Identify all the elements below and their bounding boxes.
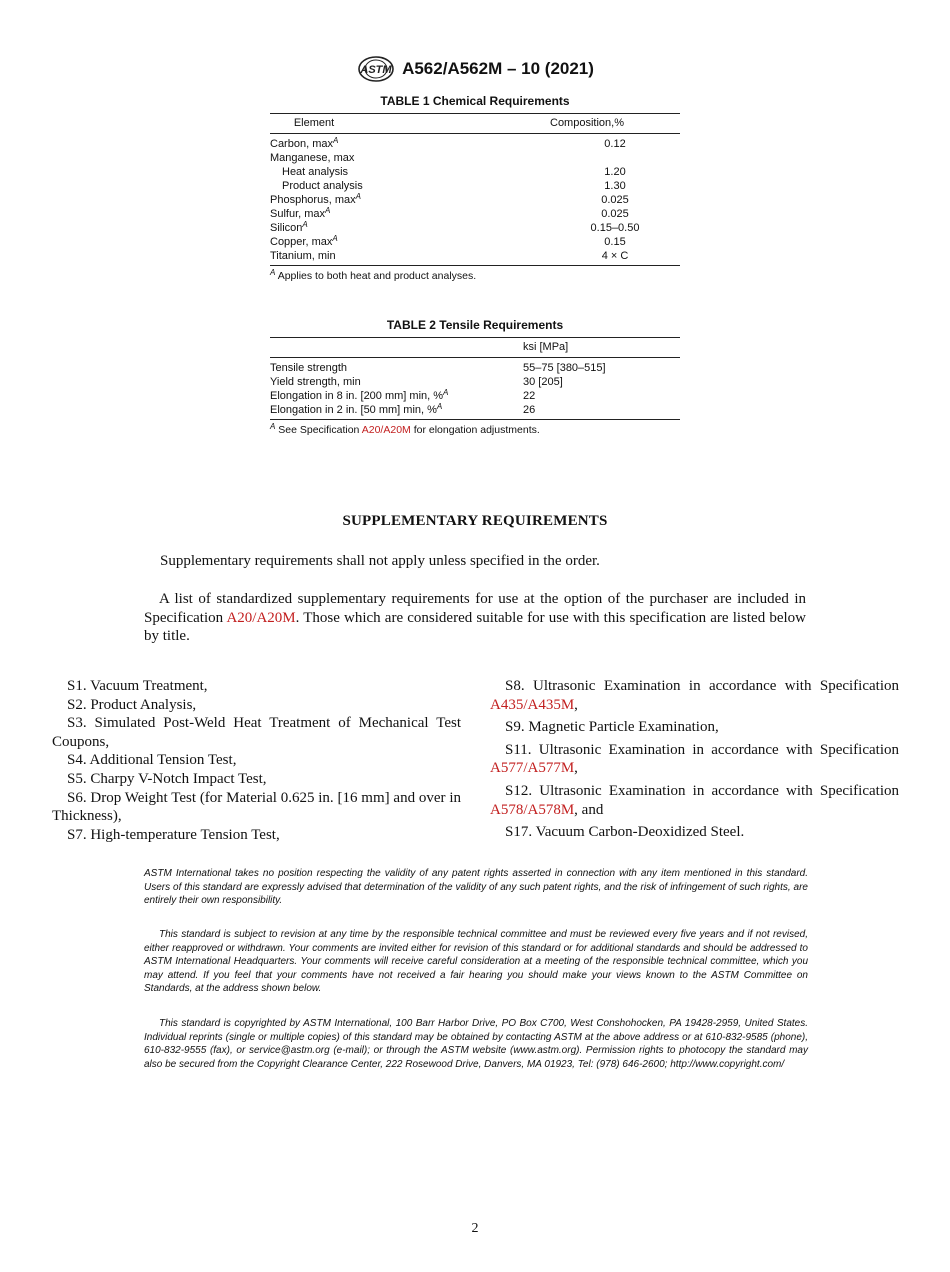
table-row (270, 193, 680, 207)
value-cell: 1.20 (604, 166, 626, 178)
tensile-requirements-table (270, 337, 680, 420)
notice-patent: ASTM International takes no position respecting the validity of any patent rights asserted in connection with any item mentioned in this standard. Users of this standard are expressly advised that determination of the validity of any such patent rights, and the risk of infringement of such rights, are entirely their own responsibility. (144, 868, 808, 907)
value-cell: 0.025 (601, 194, 629, 206)
property-cell: Yield strength, min (270, 376, 361, 388)
value-cell: 30 [205] (523, 376, 563, 388)
value-cell: 55–75 [380–515] (523, 362, 606, 374)
list-item: S2. Product Analysis, (67, 696, 197, 713)
para-2: A list of standardized supplementary requirements for use at the option of the purchaser are included in Specification A20/A20M. Those which are considered suitable for use with this specification are listed below by title. (144, 591, 806, 644)
table-row (270, 207, 680, 221)
col-element: Element (293, 117, 335, 129)
element-cell: Copper, $\max^A$ (270, 234, 338, 248)
designation: A562/A562M – 10 (2021) (402, 59, 594, 78)
list-item: S11. Ultrasonic Examination in accordance with Specification A577/A577M, (490, 741, 899, 777)
notice-revision: This standard is subject to revision at any time by the responsible technical committee and must be reviewed every five years and if not revised, either reapproved or withdrawn. Your comments are invited either for revision of this standard or for additional standards and should be addressed to ASTM International Headquarters. Your comments will receive careful consideration at a meeting of the responsible technical committee, which you may attend. If you feel that your comments have not received a fair hearing you should make your views known to the ASTM Committee on Standards, at the address shown below. (144, 929, 808, 995)
element-cell: Phosphorus, $\max^A$ (270, 192, 361, 206)
table-row (270, 403, 680, 420)
list-item: S5. Charpy V-Notch Impact Test, (67, 770, 267, 787)
supplementary-list-left (52, 677, 461, 844)
a20-link-2[interactable]: A20/A20M (226, 609, 296, 626)
value-cell: 0.15 (604, 236, 626, 248)
page-header (0, 56, 950, 82)
element-cell: Carbon, $\max^A$ (270, 136, 339, 150)
element-cell: Product analysis (282, 180, 363, 192)
list-item: S3. Simulated Post-Weld Heat Treatment of Mechanical Test Coupons, (52, 715, 461, 750)
table-1-footnote: $^A$ Applies to both heat and product analyses. (270, 268, 477, 282)
supplementary-list-right (490, 677, 899, 846)
table-2-footnote: $^A$ See Specification A20/A20M for elongation adjustments. (270, 422, 540, 436)
element-cell: Manganese, max (270, 152, 355, 164)
value-cell: 22 (523, 390, 536, 402)
property-cell: Elongation in 2 in. [50 mm] min, %$^A$ (270, 402, 443, 416)
table-row (270, 235, 680, 249)
table-row (270, 165, 680, 179)
list-item: S17. Vacuum Carbon-Deoxidized Steel. (505, 824, 745, 841)
table-1-body (270, 134, 680, 266)
list-item: S4. Additional Tension Test, (67, 752, 237, 769)
a20-link[interactable]: A20/A20M (361, 424, 411, 436)
list-item: S6. Drop Weight Test (for Material 0.625 in. [16 mm] and over in Thickness), (52, 789, 461, 825)
table-2-body (270, 358, 680, 420)
property-cell: Elongation in 8 in. [200 mm] min, %$^A$ (270, 388, 449, 402)
element-cell: Titanium, min (270, 250, 336, 262)
table-1-caption: TABLE 1 Chemical Requirements (380, 94, 570, 108)
value-cell: 1.30 (604, 180, 626, 192)
table-row (270, 389, 680, 403)
spec-link[interactable]: A435/A435M (490, 696, 575, 713)
element-cell: Heat analysis (282, 166, 349, 178)
notice-copyright: This standard is copyrighted by ASTM International, 100 Barr Harbor Drive, PO Box C700, West Conshohocken, PA 19428-2959, United States. Individual reprints (single or multiple copies) of this standard may be obtained by contacting ASTM at the above address or at 610-832-9585 (phone), 610-832-9555 (fax), or service@astm.org (e-mail); or through the ASTM website (www.astm.org). Permission rights to photocopy the standard may also be secured from the Copyright Clearance Center, 222 Rosewood Drive, Danvers, MA 01923, Tel: (978) 646-2600; http://www.copyright.com/ (144, 1018, 808, 1070)
value-cell (550, 151, 680, 165)
table-1 (270, 94, 680, 282)
para-1: Supplementary requirements shall not apply unless specified in the order. (160, 553, 600, 569)
table-row (270, 134, 680, 152)
table-2 (270, 318, 680, 436)
list-item: S8. Ultrasonic Examination in accordance with Specification A435/A435M, (490, 678, 899, 713)
element-cell: Silicon$^A$ (270, 220, 308, 234)
col-units: ksi [MPa] (523, 341, 569, 353)
section-heading: SUPPLEMENTARY REQUIREMENTS (342, 513, 608, 529)
page-number: 2 (471, 1221, 479, 1236)
list-item: S7. High-temperature Tension Test, (67, 826, 280, 843)
spec-link[interactable]: A578/A578M (490, 801, 575, 818)
astm-logo-icon (356, 56, 396, 82)
list-item: S9. Magnetic Particle Examination, (505, 719, 719, 736)
value-cell: 26 (523, 404, 536, 416)
spec-link[interactable]: A577/A577M (490, 760, 575, 777)
table-row (270, 358, 680, 376)
chemical-requirements-table (270, 113, 680, 266)
value-cell: 0.15–0.50 (590, 222, 640, 234)
list-item: S1. Vacuum Treatment, (67, 678, 208, 694)
element-cell: Sulfur, $\max^A$ (270, 206, 331, 220)
table-row (270, 221, 680, 235)
table-row (270, 375, 680, 389)
property-cell: Tensile strength (270, 362, 348, 374)
value-cell: 0.025 (601, 208, 629, 220)
table-row (270, 151, 680, 165)
list-item: S12. Ultrasonic Examination in accordance with Specification A578/A578M, and (490, 782, 899, 818)
value-cell: 0.12 (604, 138, 626, 150)
table-row (270, 179, 680, 193)
table-row (270, 249, 680, 266)
svg-text:ASTM: ASTM (360, 64, 392, 76)
col-composition: Composition,% (550, 117, 624, 129)
table-2-caption: TABLE 2 Tensile Requirements (386, 318, 564, 332)
value-cell: 4 × C (601, 250, 629, 262)
